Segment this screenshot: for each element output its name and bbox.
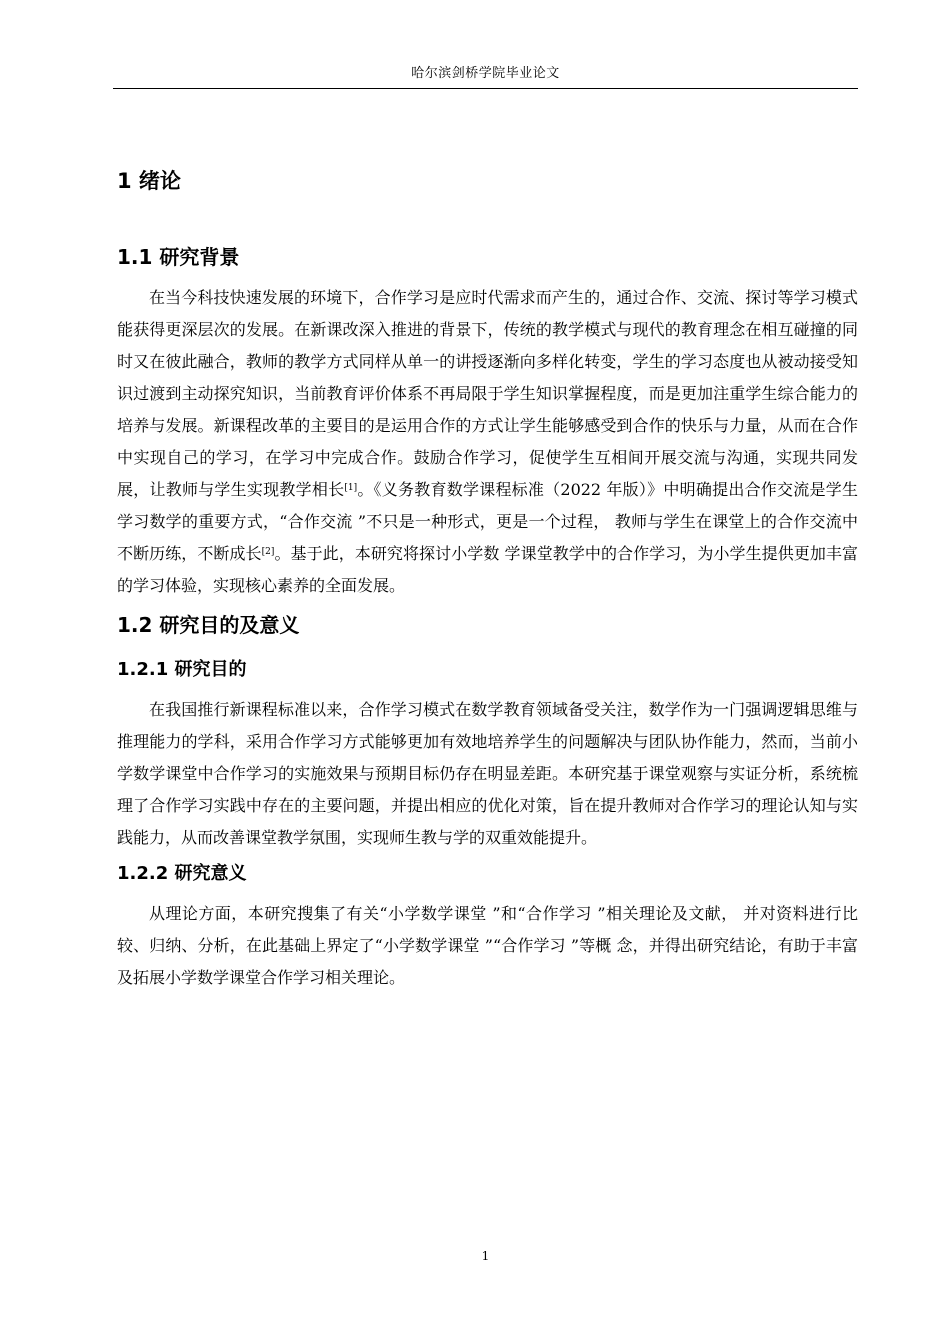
citation-2: [2] (261, 547, 275, 557)
running-header: 哈尔滨剑桥学院毕业论文 (411, 66, 560, 81)
section-1-2-2-heading: 1.2.2 研究意义 (117, 863, 247, 884)
page-body (117, 160, 858, 994)
paragraph-text-part-1: 在当今科技快速发展的环境下，合作学习是应时代需求而产生的，通过合作、交流、探讨等学习模式能获得更深层次的发展。在新课改深入推进的背景下，传统的教学模式与现代的教育理念在相互碰撞的同时又在彼此融合，教师的教学方式同样从单一的讲授逐渐向多样化转变，学生的学习态度也从被动接受知识过渡到主动探究知识，当前教育评价体系不再局限于学生知识掌握程度，而是更加注重学生综合能力的培养与发展。新课程改革的主要目的是运用合作的方式让学生能够感受到合作的快乐与力量，从而在合作中实现自己的学习，在学习中完成合作。鼓励合作学习，促使学生互相间开展交流与沟通，实现共同发展，让教师与学生实现教学相长 (117, 288, 858, 499)
paragraph-text-part-3: 。基于此，本研究将探讨小学数 学课堂教学中的合作学习，为小学生提供更加丰富的学习体验，实现核心素养的全面发展。 (117, 544, 858, 595)
chapter-title: 1 绪论 (117, 169, 181, 193)
section-1-2-2-paragraph: 从理论方面，本研究搜集了有关“小学数学课堂 ”和“合作学习 ”相关理论及文献， 并对资料进行比较、归纳、分析，在此基础上界定了“小学数学课堂 ”“合作学习 ”等概 念，并得出研究结论，有助于丰富及拓展小学数学课堂合作学习相关理论。 (117, 904, 858, 987)
section-1-1-paragraph (117, 282, 858, 602)
header-divider (113, 88, 858, 89)
page-number: 1 (481, 1249, 490, 1263)
section-1-2-1-paragraph: 在我国推行新课程标准以来，合作学习模式在数学教育领域备受关注，数学作为一门强调逻辑思维与推理能力的学科，采用合作学习方式能够更加有效地培养学生的问题解决与团队协作能力，然而，当前小学数学课堂中合作学习的实施效果与预期目标仍存在明显差距。本研究基于课堂观察与实证分析，系统梳理了合作学习实践中存在的主要问题，并提出相应的优化对策，旨在提升教师对合作学习的理论认知与实践能力，从而改善课堂教学氛围，实现师生教与学的双重效能提升。 (117, 700, 858, 847)
citation-1: [1] (344, 483, 358, 493)
section-1-2-1-heading: 1.2.1 研究目的 (117, 659, 247, 680)
section-1-2-heading: 1.2 研究目的及意义 (117, 613, 300, 637)
paragraph-text-part-2: 。《义务教育数学课程标准（2022 年版）》中明确提出合作交流是学生学习数学的重要方式，“合作交流 ”不只是一种形式，更是一个过程， 教师与学生在课堂上的合作交流中不断历练，不断成长 (117, 480, 858, 563)
section-1-1-heading: 1.1 研究背景 (117, 245, 240, 269)
